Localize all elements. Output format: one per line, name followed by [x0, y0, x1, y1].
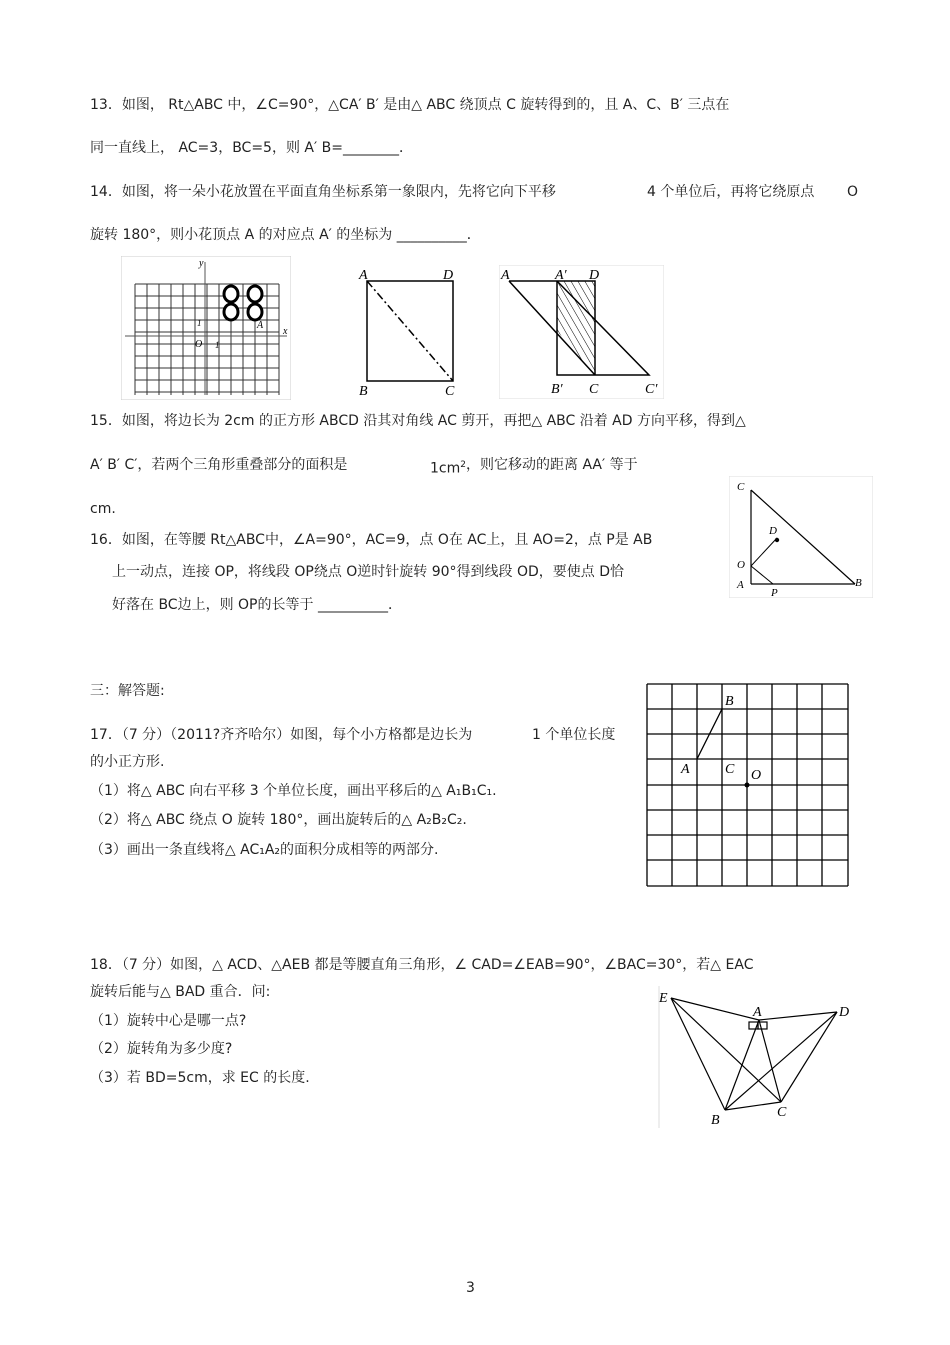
q15-area-value: $1cm^2$ — [430, 460, 466, 477]
label-a: A — [681, 762, 690, 777]
fig17-grid — [645, 681, 851, 889]
label-1-y: 1 — [197, 318, 202, 328]
label-x: x — [283, 326, 288, 337]
fig18-triangles — [657, 986, 853, 1128]
q18-line2: 旋转后能与△ BAD 重合．问: — [90, 984, 271, 1000]
label-b: B — [359, 384, 368, 399]
q16-line2: 上一动点，连接 OP，将线段 OP绕点 O逆时针旋转 90°得到线段 OD，要使点 D恰 — [112, 564, 625, 580]
label-b: B — [711, 1113, 720, 1128]
label-d: D — [769, 525, 777, 537]
label-c: C — [445, 384, 455, 399]
q13-line1: 13．如图， Rt△ABC 中，∠C=90°，△CA′ B′ 是由△ ABC 绕顶点 C 旋转得到的，且 A、C、B′ 三点在 — [90, 97, 730, 113]
label-d: D — [839, 1005, 850, 1020]
label-d: D — [589, 268, 600, 283]
flower-grid-figure — [121, 256, 291, 400]
label-o: O — [751, 768, 762, 783]
label-c: C — [725, 762, 735, 777]
q14-line1c: O — [847, 184, 859, 200]
section-heading: 三：解答题: — [90, 683, 165, 699]
label-o: O — [737, 559, 745, 571]
label-b: B — [855, 577, 862, 589]
q18-part1: （1）旋转中心是哪一点? — [90, 1013, 247, 1029]
label-a-prime: A′ — [555, 268, 567, 283]
square-figure — [357, 265, 462, 399]
q14-line1: 14．如图，将一朵小花放置在平面直角坐标系第一象限内，先将它向下平移 — [90, 184, 556, 200]
q18-line1: 18．（7 分）如图，△ ACD、△AEB 都是等腰直角三角形，∠ CAD=∠EAB=90°，∠BAC=30°，若△ EAC — [90, 957, 754, 973]
q16-line3: 好落在 BC边上，则 OP的长等于 __________． — [112, 597, 402, 613]
label-y: y — [199, 258, 204, 269]
q15-line2c: ，则它移动的距离 AA′ 等于 — [466, 457, 638, 473]
fig16-triangle — [729, 476, 873, 598]
shift-figure — [499, 265, 664, 399]
q17-line2: 的小正方形. — [90, 754, 165, 770]
label-a: A — [753, 1005, 762, 1020]
label-1-x: 1 — [215, 340, 220, 350]
label-e: E — [659, 991, 668, 1006]
label-p: P — [771, 587, 778, 598]
label-d: D — [443, 268, 454, 283]
q15-line2: A′ B′ C′，若两个三角形重叠部分的面积是 — [90, 457, 348, 473]
label-a: A — [257, 320, 264, 331]
label-c: C — [777, 1105, 787, 1120]
label-a: A — [737, 579, 744, 591]
q18-part2: （2）旋转角为多少度? — [90, 1041, 233, 1057]
q13-line2: 同一直线上， AC=3，BC=5，则 A′ B=________． — [90, 140, 413, 156]
q15-line1: 15．如图，将边长为 2cm 的正方形 ABCD 沿其对角线 AC 剪开，再把△ ABC 沿着 AD 方向平移，得到△ — [90, 413, 746, 429]
label-c-prime: C′ — [645, 382, 658, 397]
q14-line1b: 4 个单位后，再将它绕原点 — [647, 184, 815, 200]
label-c: C — [737, 481, 745, 493]
label-o: O — [195, 339, 203, 350]
q15-line3: cm. — [90, 501, 116, 517]
label-c: C — [589, 382, 599, 397]
label-a: A — [501, 268, 510, 283]
q18-part3: （3）若 BD=5cm，求 EC 的长度. — [90, 1070, 310, 1086]
q17-line1: 17．（7 分）（2011?齐齐哈尔）如图，每个小方格都是边长为 — [90, 727, 473, 743]
q16-line1: 16．如图，在等腰 Rt△ABC中，∠A=90°，AC=9，点 O在 AC上，且 AO=2，点 P是 AB — [90, 532, 653, 548]
label-b-prime: B′ — [551, 382, 563, 397]
q17-part3: （3）画出一条直线将△ AC₁A₂的面积分成相等的两部分. — [90, 842, 439, 858]
label-b: B — [725, 694, 734, 709]
label-a: A — [359, 268, 368, 283]
q17-part1: （1）将△ ABC 向右平移 3 个单位长度，画出平移后的△ A₁B₁C₁. — [90, 783, 497, 799]
page-number: 3 — [466, 1280, 475, 1296]
q14-line2: 旋转 180°，则小花顶点 A 的对应点 A′ 的坐标为 __________． — [90, 227, 481, 243]
q17-line1b: 1 个单位长度 — [532, 727, 616, 743]
q17-part2: （2）将△ ABC 绕点 O 旋转 180°，画出旋转后的△ A₂B₂C₂. — [90, 812, 467, 828]
